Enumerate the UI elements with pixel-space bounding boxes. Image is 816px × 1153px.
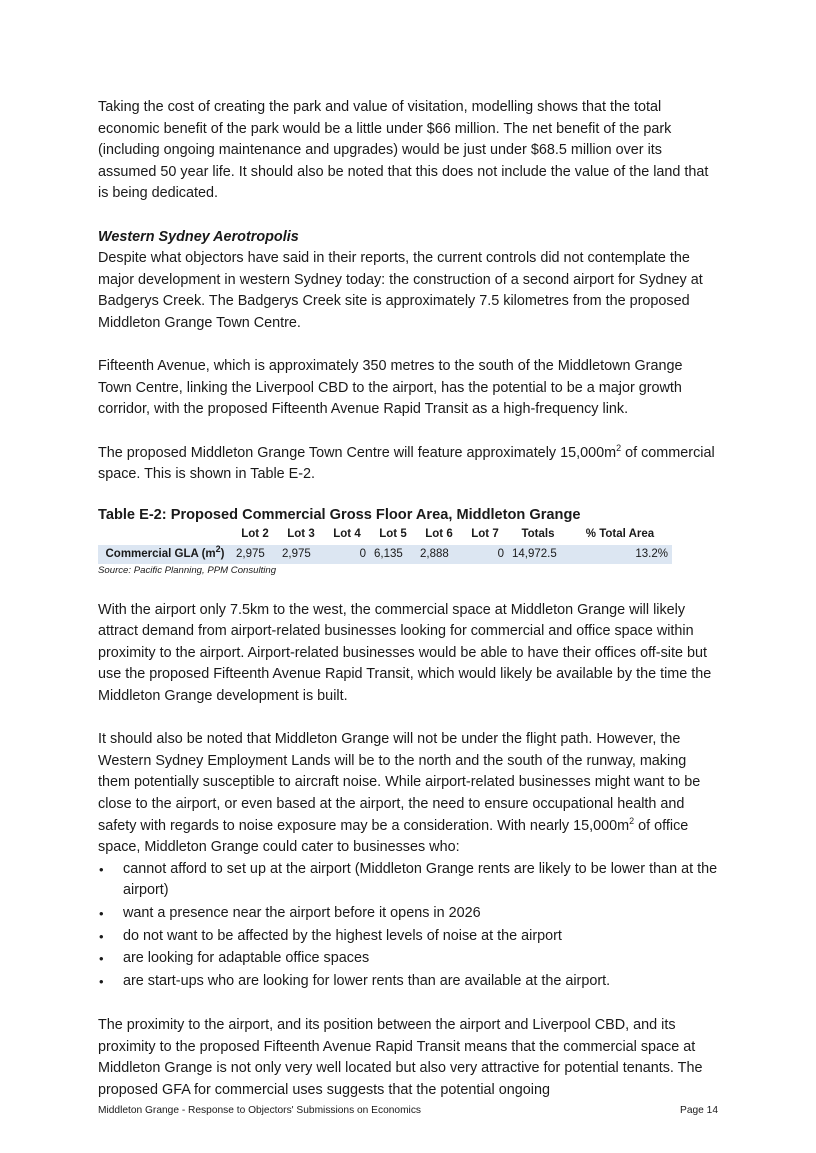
commercial-gfa-table bbox=[98, 525, 672, 564]
list-item: • do not want to be affected by the highest levels of noise at the airport bbox=[98, 926, 718, 948]
list-item: • want a presence near the airport before it opens in 2026 bbox=[98, 903, 718, 925]
paragraph-flight-path: It should also be noted that Middleton Grange will not be under the flight path. However, the Western Sydney Employment Lands will be to the north and the south of the runway, making them potentially susceptible to aircraft noise. While airport-related businesses might want to be close to the airport, or even based at the airport, the need to ensure occupational health and safety with regards to noise exposure may be a consideration. With nearly $15,000m^2$ of office space, Middleton Grange could cater to businesses who: bbox=[98, 731, 701, 856]
bullet-icon: • bbox=[99, 973, 104, 989]
paragraph-park-benefit: Taking the cost of creating the park and value of visitation, modelling shows that the total economic benefit of the park would be a little under $66 million. The net benefit of the park (including ongoing maintenance and upgrades) would be just under $68.5 million over its assumed 50 year life. It should also be noted that this does not include the value of the land that is being dedicated. bbox=[98, 99, 709, 202]
cell-lot5: 6,135 bbox=[374, 547, 403, 560]
table-source: Source: Pacific Planning, PPM Consulting bbox=[98, 564, 277, 576]
table-title: Table E-2: Proposed Commercial Gross Floor Area, Middleton Grange bbox=[98, 506, 581, 523]
cell-lot3: 2,975 bbox=[282, 547, 311, 560]
bullet-icon: • bbox=[99, 951, 104, 967]
paragraph-airport-demand: With the airport only 7.5km to the west, the commercial space at Middleton Grange will likely attract demand from airport-related businesses looking for commercial and office space within proximity to the airport. Airport-related businesses would be able to have their offices off-site but use the proposed Fifteenth Avenue Rapid Transit, which would likely be available by the time the Middleton Grange development is built. bbox=[98, 601, 712, 705]
header-cell-totals: Totals bbox=[521, 527, 555, 540]
paragraph-fifteenth-avenue: Fifteenth Avenue, which is approximately 350 metres to the south of the Middletown Grange Town Centre, linking the Liverpool CBD to the airport, has the potential to be a major growth corridor, with the proposed Fifteenth Avenue Rapid Transit as a high-frequency link. bbox=[98, 358, 683, 418]
cell-lot4: 0 bbox=[359, 547, 366, 560]
paragraph-commercial-space: The proposed Middleton Grange Town Centre will feature approximately $15,000m^2$ of commercial space. This is shown in Table E-2. bbox=[98, 442, 715, 483]
section-heading-aerotropolis: Western Sydney Aerotropolis bbox=[98, 228, 299, 245]
business-bullet-list bbox=[98, 859, 718, 993]
cell-lot6: 2,888 bbox=[420, 547, 449, 560]
bullet-icon: • bbox=[99, 928, 104, 944]
header-cell-lot6: Lot 6 bbox=[425, 527, 453, 540]
table-row-commercial-gla bbox=[98, 545, 672, 564]
list-item: • cannot afford to set up at the airport (Middleton Grange rents are likely to be lower than at the airport) bbox=[99, 860, 718, 899]
bullet-icon: • bbox=[99, 906, 104, 921]
list-item: • are start-ups who are looking for lower rents than are available at the airport. bbox=[98, 971, 718, 993]
cell-totals: 14,972.5 bbox=[512, 547, 557, 560]
footer-page-number: Page 14 bbox=[680, 1105, 718, 1116]
row-label: Commercial GLA $(m^2)$ bbox=[105, 543, 225, 560]
header-cell-blank bbox=[98, 525, 232, 545]
header-cell-pct-total: % Total Area bbox=[585, 527, 655, 540]
header-cell-lot3: Lot 3 bbox=[287, 527, 315, 540]
paragraph-second-airport: Despite what objectors have said in their reports, the current controls did not contemplate the major development in western Sydney today: the construction of a second airport for Sydney at Badgerys Creek. The Badgerys Creek site is approximately 7.5 kilometres from the proposed Middleton Grange Town Centre. bbox=[98, 250, 703, 331]
bullet-icon: • bbox=[99, 861, 104, 877]
cell-lot2: 2,975 bbox=[236, 547, 265, 560]
header-cell-lot7: Lot 7 bbox=[471, 527, 499, 540]
document-body bbox=[98, 97, 718, 1101]
table-header-row bbox=[98, 525, 672, 545]
page-footer bbox=[98, 1104, 718, 1117]
header-cell-lot2: Lot 2 bbox=[241, 527, 269, 540]
footer-document-title: Middleton Grange - Response to Objectors' Submissions on Economics bbox=[98, 1105, 422, 1116]
paragraph-proximity: The proximity to the airport, and its position between the airport and Liverpool CBD, and its proximity to the proposed Fifteenth Avenue Rapid Transit means that the commercial space at Middleton Grange is not only very well located but also very attractive for potential tenants. The proposed GFA for commercial uses suggests that the potential ongoing bbox=[98, 1016, 703, 1098]
cell-lot7: 0 bbox=[497, 547, 504, 560]
cell-pct-total: 13.2% bbox=[635, 547, 668, 560]
list-item: • are looking for adaptable office spaces bbox=[98, 948, 718, 970]
header-cell-lot4: Lot 4 bbox=[333, 527, 361, 540]
header-cell-lot5: Lot 5 bbox=[379, 527, 407, 540]
